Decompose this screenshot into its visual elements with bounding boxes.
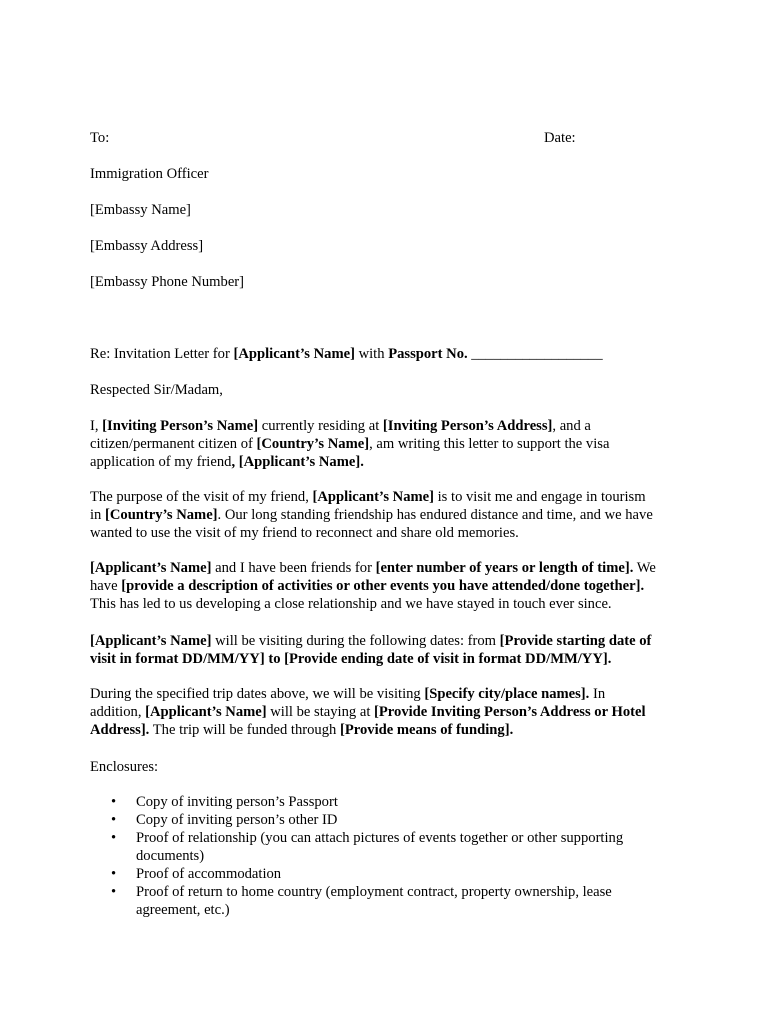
recipient-title: Immigration Officer — [90, 166, 209, 182]
date-label: Date: — [544, 130, 576, 146]
enclosures-label: Enclosures: — [90, 759, 159, 775]
paragraph-dates: [Applicant’s Name] will be visiting during the following dates: from [Provide starting date of visit in format DD/MM/YY] to [Provide ending date of visit in format DD/MM/YY]. — [90, 633, 652, 667]
paragraph-friendship: [Applicant’s Name] and I have been friends for [enter number of years or length of time]. We have [provide a description of activities or other events you have attended/done together]. This has led to us developing a close relationship and we have stayed in touch ever since. — [90, 560, 656, 612]
list-item: • Copy of inviting person’s other ID — [111, 812, 338, 828]
paragraph-intro: I, [Inviting Person’s Name] currently residing at [Inviting Person’s Address], and a citizen/permanent citizen of [Country’s Name], am writing this letter to support the visa application of my friend, [Applicant’s Name]. — [90, 418, 610, 470]
bullet-icon: • — [111, 884, 117, 900]
embassy-address: [Embassy Address] — [90, 238, 204, 254]
bullet-icon: • — [111, 794, 117, 810]
paragraph-purpose: The purpose of the visit of my friend, [Applicant’s Name] is to visit me and engage in tourism in [Country’s Name]. Our long standing friendship has endured distance and time, and we have wanted to use the visit of my friend to reconnect and share old memories. — [90, 489, 653, 541]
enclosures-list — [90, 793, 690, 919]
bullet-icon: • — [111, 812, 117, 828]
list-item: • Proof of accommodation — [111, 866, 282, 882]
embassy-phone: [Embassy Phone Number] — [90, 274, 245, 290]
list-item: • Copy of inviting person’s Passport — [111, 794, 338, 810]
embassy-name: [Embassy Name] — [90, 202, 191, 218]
bullet-icon: • — [111, 866, 117, 882]
bullet-icon: • — [111, 830, 117, 846]
list-item: • Proof of return to home country (employment contract, property ownership, lease agreement, etc.) — [111, 884, 612, 918]
to-label: To: — [90, 130, 110, 146]
salutation: Respected Sir/Madam, — [90, 382, 223, 398]
list-item: • Proof of relationship (you can attach pictures of events together or other supporting documents) — [111, 830, 624, 864]
subject-line: Re: Invitation Letter for [Applicant’s Name] with Passport No. __________________ — [90, 346, 603, 362]
paragraph-trip: During the specified trip dates above, we will be visiting [Specify city/place names]. In addition, [Applicant’s Name] will be staying at [Provide Inviting Person’s Address or Hotel Address]. The trip will be funded through [Provide means of funding]. — [90, 686, 646, 738]
